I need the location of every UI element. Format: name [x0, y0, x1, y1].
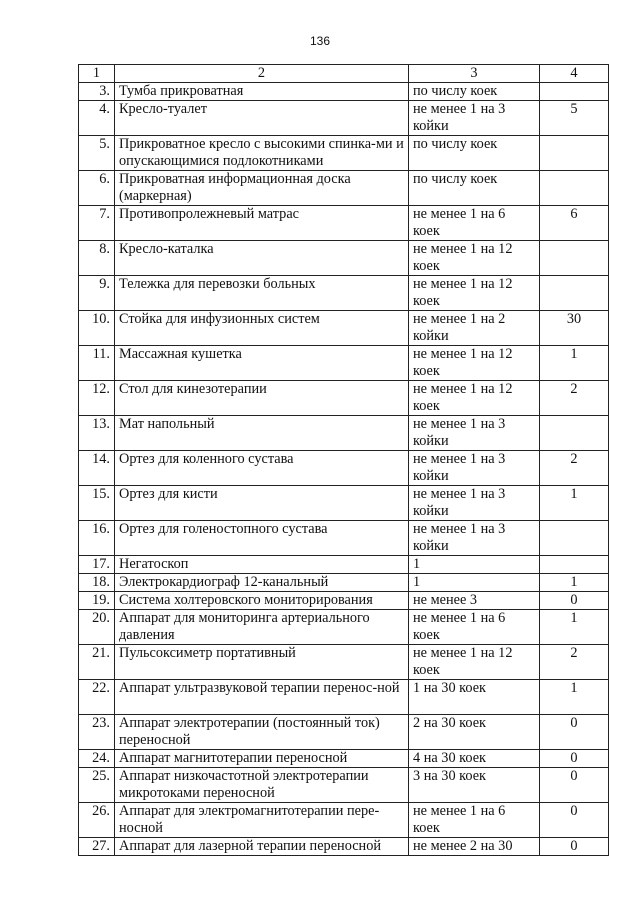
row-number-cell: 9. — [79, 276, 115, 311]
quantity-cell: не менее 3 — [409, 592, 540, 610]
requirement-cell: 2 — [540, 645, 609, 680]
table-row — [79, 768, 609, 803]
quantity-cell: по числу коек — [409, 136, 540, 171]
item-name-cell: Тележка для перевозки больных — [115, 276, 409, 311]
column-header-quantity: 3 — [409, 65, 540, 83]
requirement-cell — [540, 83, 609, 101]
item-name-cell: Мат напольный — [115, 416, 409, 451]
quantity-cell: по числу коек — [409, 83, 540, 101]
row-number-cell: 26. — [79, 803, 115, 838]
requirement-cell — [540, 556, 609, 574]
table-row — [79, 750, 609, 768]
quantity-cell: 1 на 30 коек — [409, 680, 540, 715]
item-name-cell: Аппарат для лазерной терапии переносной — [115, 838, 409, 856]
row-number-cell: 20. — [79, 610, 115, 645]
item-name-cell: Негатоскоп — [115, 556, 409, 574]
requirement-cell — [540, 521, 609, 556]
row-number-cell: 5. — [79, 136, 115, 171]
item-name-cell: Электрокардиограф 12-канальный — [115, 574, 409, 592]
row-number-cell: 6. — [79, 171, 115, 206]
table-row — [79, 83, 609, 101]
quantity-cell: не менее 1 на 6 коек — [409, 610, 540, 645]
table-header-row — [79, 65, 609, 83]
requirement-cell — [540, 276, 609, 311]
item-name-cell: Стойка для инфузионных систем — [115, 311, 409, 346]
requirement-cell: 0 — [540, 803, 609, 838]
row-number-cell: 11. — [79, 346, 115, 381]
item-name-cell: Аппарат для мониторинга артериального давления — [115, 610, 409, 645]
quantity-cell: не менее 1 на 3 койки — [409, 486, 540, 521]
table-row — [79, 381, 609, 416]
table-row — [79, 645, 609, 680]
requirement-cell: 1 — [540, 346, 609, 381]
quantity-cell: не менее 1 на 6 коек — [409, 206, 540, 241]
item-name-cell: Ортез для коленного сустава — [115, 451, 409, 486]
requirement-cell: 0 — [540, 750, 609, 768]
quantity-cell: не менее 1 на 12 коек — [409, 241, 540, 276]
requirement-cell: 5 — [540, 101, 609, 136]
quantity-cell: 3 на 30 коек — [409, 768, 540, 803]
table-row — [79, 715, 609, 750]
quantity-cell: не менее 1 на 3 койки — [409, 416, 540, 451]
table-row — [79, 206, 609, 241]
quantity-cell: не менее 1 на 12 коек — [409, 346, 540, 381]
quantity-cell: 1 — [409, 556, 540, 574]
item-name-cell: Кресло-каталка — [115, 241, 409, 276]
item-name-cell: Ортез для кисти — [115, 486, 409, 521]
table-row — [79, 136, 609, 171]
table-row — [79, 838, 609, 856]
requirement-cell: 2 — [540, 451, 609, 486]
item-name-cell: Ортез для голеностопного сустава — [115, 521, 409, 556]
requirement-cell: 30 — [540, 311, 609, 346]
table-row — [79, 521, 609, 556]
table-row — [79, 101, 609, 136]
requirement-cell: 1 — [540, 486, 609, 521]
quantity-cell: 1 — [409, 574, 540, 592]
quantity-cell: 4 на 30 коек — [409, 750, 540, 768]
row-number-cell: 14. — [79, 451, 115, 486]
table-row — [79, 451, 609, 486]
item-name-cell: Массажная кушетка — [115, 346, 409, 381]
item-name-cell: Прикроватная информационная доска (маркерная) — [115, 171, 409, 206]
requirement-cell: 0 — [540, 715, 609, 750]
table-row — [79, 346, 609, 381]
row-number-cell: 7. — [79, 206, 115, 241]
requirement-cell — [540, 171, 609, 206]
column-header-requirement: 4 — [540, 65, 609, 83]
item-name-cell: Аппарат ультразвуковой терапии перенос-ной — [115, 680, 409, 715]
row-number-cell: 4. — [79, 101, 115, 136]
item-name-cell: Система холтеровского мониторирования — [115, 592, 409, 610]
item-name-cell: Аппарат электротерапии (постоянный ток) переносной — [115, 715, 409, 750]
item-name-cell: Пульсоксиметр портативный — [115, 645, 409, 680]
table-row — [79, 803, 609, 838]
quantity-cell: не менее 1 на 6 коек — [409, 803, 540, 838]
row-number-cell: 3. — [79, 83, 115, 101]
table-row — [79, 311, 609, 346]
item-name-cell: Аппарат для электромагнитотерапии пере-носной — [115, 803, 409, 838]
requirement-cell: 1 — [540, 574, 609, 592]
requirement-cell: 0 — [540, 592, 609, 610]
table-row — [79, 680, 609, 715]
quantity-cell: не менее 1 на 2 койки — [409, 311, 540, 346]
item-name-cell: Прикроватное кресло с высокими спинка-ми и опускающимися подлокотниками — [115, 136, 409, 171]
row-number-cell: 21. — [79, 645, 115, 680]
item-name-cell: Тумба прикроватная — [115, 83, 409, 101]
row-number-cell: 12. — [79, 381, 115, 416]
equipment-table-body — [79, 65, 609, 856]
row-number-cell: 13. — [79, 416, 115, 451]
row-number-cell: 19. — [79, 592, 115, 610]
row-number-cell: 16. — [79, 521, 115, 556]
row-number-cell: 8. — [79, 241, 115, 276]
table-row — [79, 556, 609, 574]
requirement-cell: 0 — [540, 838, 609, 856]
row-number-cell: 24. — [79, 750, 115, 768]
requirement-cell: 2 — [540, 381, 609, 416]
quantity-cell: не менее 1 на 3 койки — [409, 451, 540, 486]
table-row — [79, 610, 609, 645]
requirement-cell — [540, 241, 609, 276]
requirement-cell — [540, 136, 609, 171]
item-name-cell: Кресло-туалет — [115, 101, 409, 136]
table-row — [79, 416, 609, 451]
quantity-cell: 2 на 30 коек — [409, 715, 540, 750]
quantity-cell: не менее 1 на 12 коек — [409, 381, 540, 416]
table-row — [79, 486, 609, 521]
item-name-cell: Аппарат магнитотерапии переносной — [115, 750, 409, 768]
quantity-cell: не менее 2 на 30 — [409, 838, 540, 856]
row-number-cell: 27. — [79, 838, 115, 856]
quantity-cell: не менее 1 на 3 койки — [409, 521, 540, 556]
quantity-cell: не менее 1 на 12 коек — [409, 276, 540, 311]
column-header-name: 2 — [115, 65, 409, 83]
row-number-cell: 22. — [79, 680, 115, 715]
table-row — [79, 241, 609, 276]
row-number-cell: 25. — [79, 768, 115, 803]
page-number: 136 — [309, 34, 331, 48]
table-row — [79, 276, 609, 311]
row-number-cell: 18. — [79, 574, 115, 592]
requirement-cell: 0 — [540, 768, 609, 803]
quantity-cell: не менее 1 на 12 коек — [409, 645, 540, 680]
row-number-cell: 10. — [79, 311, 115, 346]
column-header-number: 1 — [79, 65, 115, 83]
table-row — [79, 574, 609, 592]
table-row — [79, 171, 609, 206]
item-name-cell: Аппарат низкочастотной электротерапии микротоками переносной — [115, 768, 409, 803]
quantity-cell: не менее 1 на 3 койки — [409, 101, 540, 136]
equipment-table — [78, 64, 609, 856]
requirement-cell: 1 — [540, 680, 609, 715]
item-name-cell: Противопролежневый матрас — [115, 206, 409, 241]
quantity-cell: по числу коек — [409, 171, 540, 206]
requirement-cell: 6 — [540, 206, 609, 241]
row-number-cell: 15. — [79, 486, 115, 521]
requirement-cell: 1 — [540, 610, 609, 645]
requirement-cell — [540, 416, 609, 451]
item-name-cell: Стол для кинезотерапии — [115, 381, 409, 416]
row-number-cell: 23. — [79, 715, 115, 750]
table-row — [79, 592, 609, 610]
row-number-cell: 17. — [79, 556, 115, 574]
